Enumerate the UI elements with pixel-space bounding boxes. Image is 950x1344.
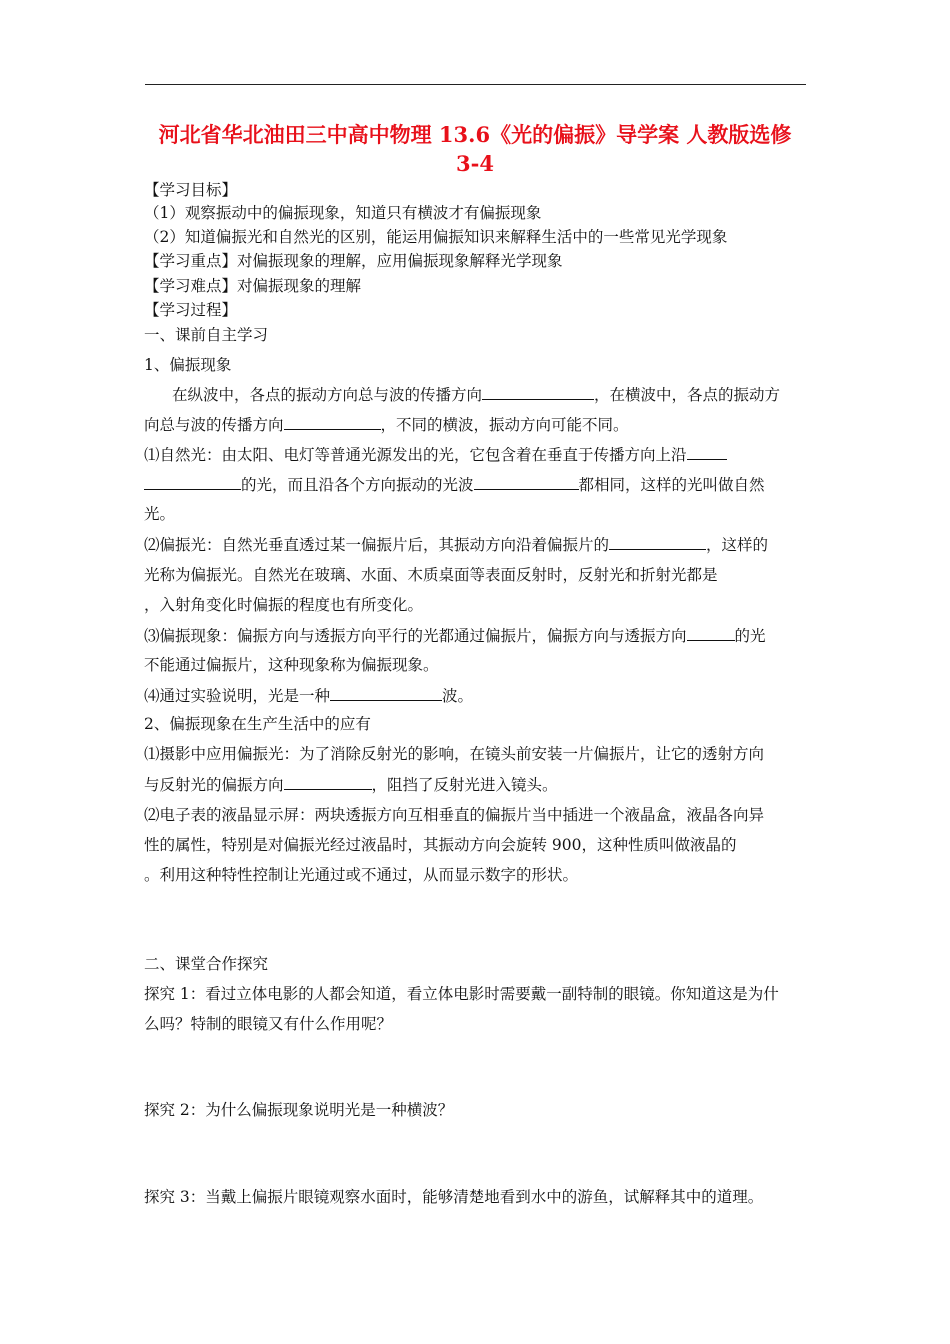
natural-light-line: 光。 bbox=[144, 505, 176, 523]
paragraph-line: 向总与波的传播方向 ，不同的横波，振动方向可能不同。 bbox=[144, 416, 629, 434]
application-line: 。利用这种特性控制让光通过或不通过，从而显示数字的形状。 bbox=[144, 866, 579, 884]
fill-blank[interactable] bbox=[284, 414, 381, 430]
conclusion-line: ⑷通过实验说明，光是一种 波。 bbox=[144, 687, 474, 705]
fill-blank[interactable] bbox=[687, 444, 727, 460]
polarized-light-line: ⑵偏振光：自然光垂直透过某一偏振片后，其振动方向沿着偏振片的 ，这样的 bbox=[144, 536, 769, 554]
section2-heading: 二、课堂合作探究 bbox=[144, 955, 269, 973]
polarized-light-line: 光称为偏振光。自然光在玻璃、水面、木质桌面等表面反射时，反射光和折射光都是 bbox=[144, 566, 718, 584]
application-line: ⑵电子表的液晶显示屏：两块透振方向互相垂直的偏振片当中插进一个液晶盒，液晶各向异 bbox=[144, 806, 765, 824]
application-line: 与反射光的偏振方向 ，阻挡了反射光进入镜头。 bbox=[144, 776, 558, 794]
subsection1-heading: 1、偏振现象 bbox=[144, 356, 232, 374]
polarization-phenomenon-line: ⑶偏振现象：偏振方向与透振方向平行的光都通过偏振片，偏振方向与透振方向 的光 bbox=[144, 627, 766, 645]
polarization-phenomenon-line: 不能通过偏振片，这种现象称为偏振现象。 bbox=[144, 656, 439, 674]
inquiry-3: 探究 3：当戴上偏振片眼镜观察水面时，能够清楚地看到水中的游鱼，试解释其中的道理。 bbox=[144, 1188, 764, 1206]
header-rule bbox=[145, 84, 806, 85]
natural-light-line: ⑴自然光：由太阳、电灯等普通光源发出的光，它包含着在垂直于传播方向上沿 bbox=[144, 444, 810, 465]
application-line: 性的属性，特别是对偏振光经过液晶时，其振动方向会旋转 900，这种性质叫做液晶的 bbox=[144, 836, 737, 854]
fill-blank[interactable] bbox=[284, 774, 372, 790]
title-line-1: 河北省华北油田三中高中物理 13.6《光的偏振》导学案 人教版选修 bbox=[158, 122, 792, 147]
difficulty: 【学习难点】对偏振现象的理解 bbox=[144, 277, 362, 295]
key-point: 【学习重点】对偏振现象的理解，应用偏振现象解释光学现象 bbox=[144, 252, 563, 270]
subsection2-heading: 2、偏振现象在生产生活中的应有 bbox=[144, 715, 371, 733]
inquiry-1-line: 探究 1：看过立体电影的人都会知道，看立体电影时需要戴一副特制的眼镜。你知道这是为什 bbox=[144, 985, 779, 1003]
goal-item-2: （2）知道偏振光和自然光的区别，能运用偏振知识来解释生活中的一些常见光学现象 bbox=[144, 228, 728, 246]
fill-blank[interactable] bbox=[609, 534, 706, 550]
document-title bbox=[140, 120, 810, 178]
fill-blank[interactable] bbox=[474, 474, 579, 490]
polarized-light-line: ，入射角变化时偏振的程度也有所变化。 bbox=[144, 596, 424, 614]
fill-blank[interactable] bbox=[144, 474, 241, 490]
process-heading: 【学习过程】 bbox=[144, 301, 238, 319]
fill-blank[interactable] bbox=[687, 625, 735, 641]
natural-light-line: 的光，而且沿各个方向振动的光波 都相同，这样的光叫做自然 bbox=[144, 474, 810, 495]
title-line-2: 3-4 bbox=[456, 151, 494, 176]
inquiry-1-line: 么吗？特制的眼镜又有什么作用呢？ bbox=[144, 1015, 393, 1033]
inquiry-2: 探究 2：为什么偏振现象说明光是一种横波？ bbox=[144, 1101, 454, 1119]
application-line: ⑴摄影中应用偏振光：为了消除反射光的影响，在镜头前安装一片偏振片，让它的透射方向 bbox=[144, 745, 765, 763]
goals-heading: 【学习目标】 bbox=[144, 181, 238, 199]
section1-heading: 一、课前自主学习 bbox=[144, 326, 269, 344]
fill-blank[interactable] bbox=[330, 685, 442, 701]
fill-blank[interactable] bbox=[482, 384, 594, 400]
paragraph-line: 在纵波中，各点的振动方向总与波的传播方向 ，在横波中，各点的振动方 bbox=[172, 386, 781, 404]
goal-item-1: （1）观察振动中的偏振现象，知道只有横波才有偏振现象 bbox=[144, 204, 542, 222]
